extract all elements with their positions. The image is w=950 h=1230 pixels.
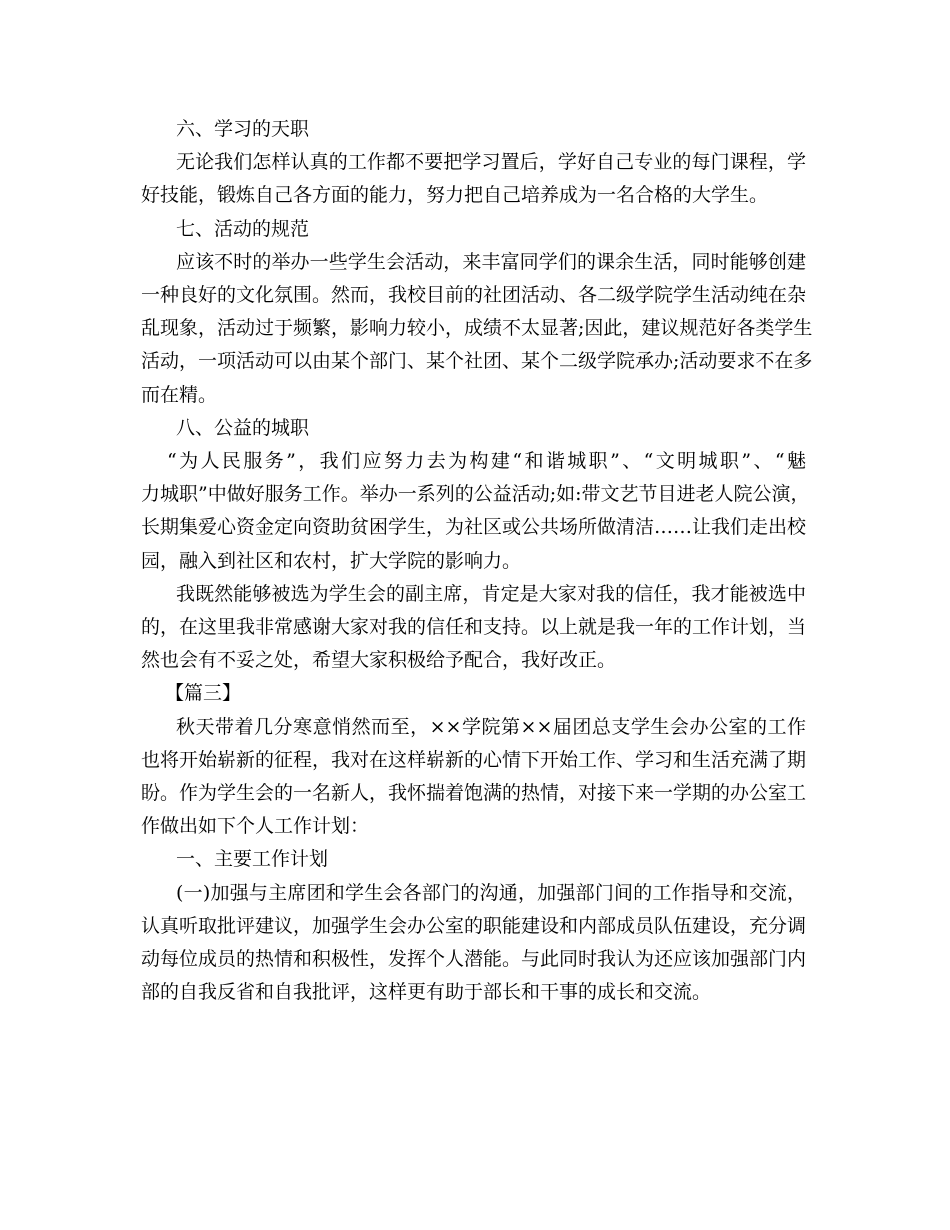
paragraph-line: 我既然能够被选为学生会的副主席，肯定是大家对我的信任，我才能被选中 — [176, 582, 806, 605]
section-heading-8: 八、公益的城职 — [176, 416, 310, 439]
paragraph-line: 无论我们怎样认真的工作都不要把学习置后，学好自己专业的每门课程，学 — [176, 151, 806, 174]
paragraph-line: 力城职”中做好服务工作。举办一系列的公益活动;如:带文艺节目进老人院公演， — [141, 483, 810, 506]
paragraph-line: 长期集爱心资金定向资助贫困学生，为社区或公共场所做清洁……让我们走出校 — [141, 516, 807, 539]
section-heading-6: 六、学习的天职 — [176, 118, 310, 140]
document-page — [141, 113, 813, 1009]
paragraph-line: 动每位成员的热情和积极性，发挥个人潜能。与此同时我认为还应该加强部门内 — [141, 948, 807, 971]
paragraph-line: 园，融入到社区和农村，扩大学院的影响力。 — [141, 549, 522, 572]
paragraph-line: 作做出如下个人工作计划： — [141, 815, 370, 838]
paragraph-line: “为人民服务”，我们应努力去为构建“和谐城职”、“文明城职”、“魅 — [167, 450, 806, 473]
paragraph-line: 然也会有不妥之处，希望大家积极给予配合，我好改正。 — [141, 649, 617, 672]
paragraph-line: 的，在这里我非常感谢大家对我的信任和支持。以上就是我一年的工作计划，当 — [141, 616, 807, 639]
part-heading: 【篇三】 — [165, 682, 242, 705]
paragraph-line: 秋天带着几分寒意悄然而至，××学院第××届团总支学生会办公室的工作 — [176, 715, 806, 738]
paragraph-line: 好技能，锻炼自己各方面的能力，努力把自己培养成为一名合格的大学生。 — [141, 184, 769, 207]
paragraph-line: 活动，一项活动可以由某个部门、某个社团、某个二级学院承办;活动要求不在多 — [141, 350, 813, 373]
paragraph-line: 盼。作为学生会的一名新人，我怀揣着饱满的热情，对接下来一学期的办公室工 — [141, 782, 807, 805]
section-heading-7: 七、活动的规范 — [176, 217, 310, 240]
paragraph-line: 而在精。 — [141, 383, 218, 406]
paragraph-line: 也将开始崭新的征程，我对在这样崭新的心情下开始工作、学习和生活充满了期 — [141, 748, 807, 771]
paragraph-line: (一)加强与主席团和学生会各部门的沟通，加强部门间的工作指导和交流， — [176, 881, 806, 904]
paragraph-line: 应该不时的举办一些学生会活动，来丰富同学们的课余生活，同时能够创建 — [176, 250, 806, 273]
paragraph-line: 一种良好的文化氛围。然而，我校目前的社团活动、各二级学院学生活动纯在杂 — [141, 284, 807, 307]
paragraph-line: 认真听取批评建议，加强学生会办公室的职能建设和内部成员队伍建设，充分调 — [141, 914, 807, 937]
paragraph-line: 乱现象，活动过于频繁，影响力较小，成绩不太显著;因此，建议规范好各类学生 — [141, 317, 813, 340]
paragraph-line: 部的自我反省和自我批评，这样更有助于部长和干事的成长和交流。 — [141, 981, 712, 1004]
section-heading-1: 一、主要工作计划 — [176, 848, 329, 871]
